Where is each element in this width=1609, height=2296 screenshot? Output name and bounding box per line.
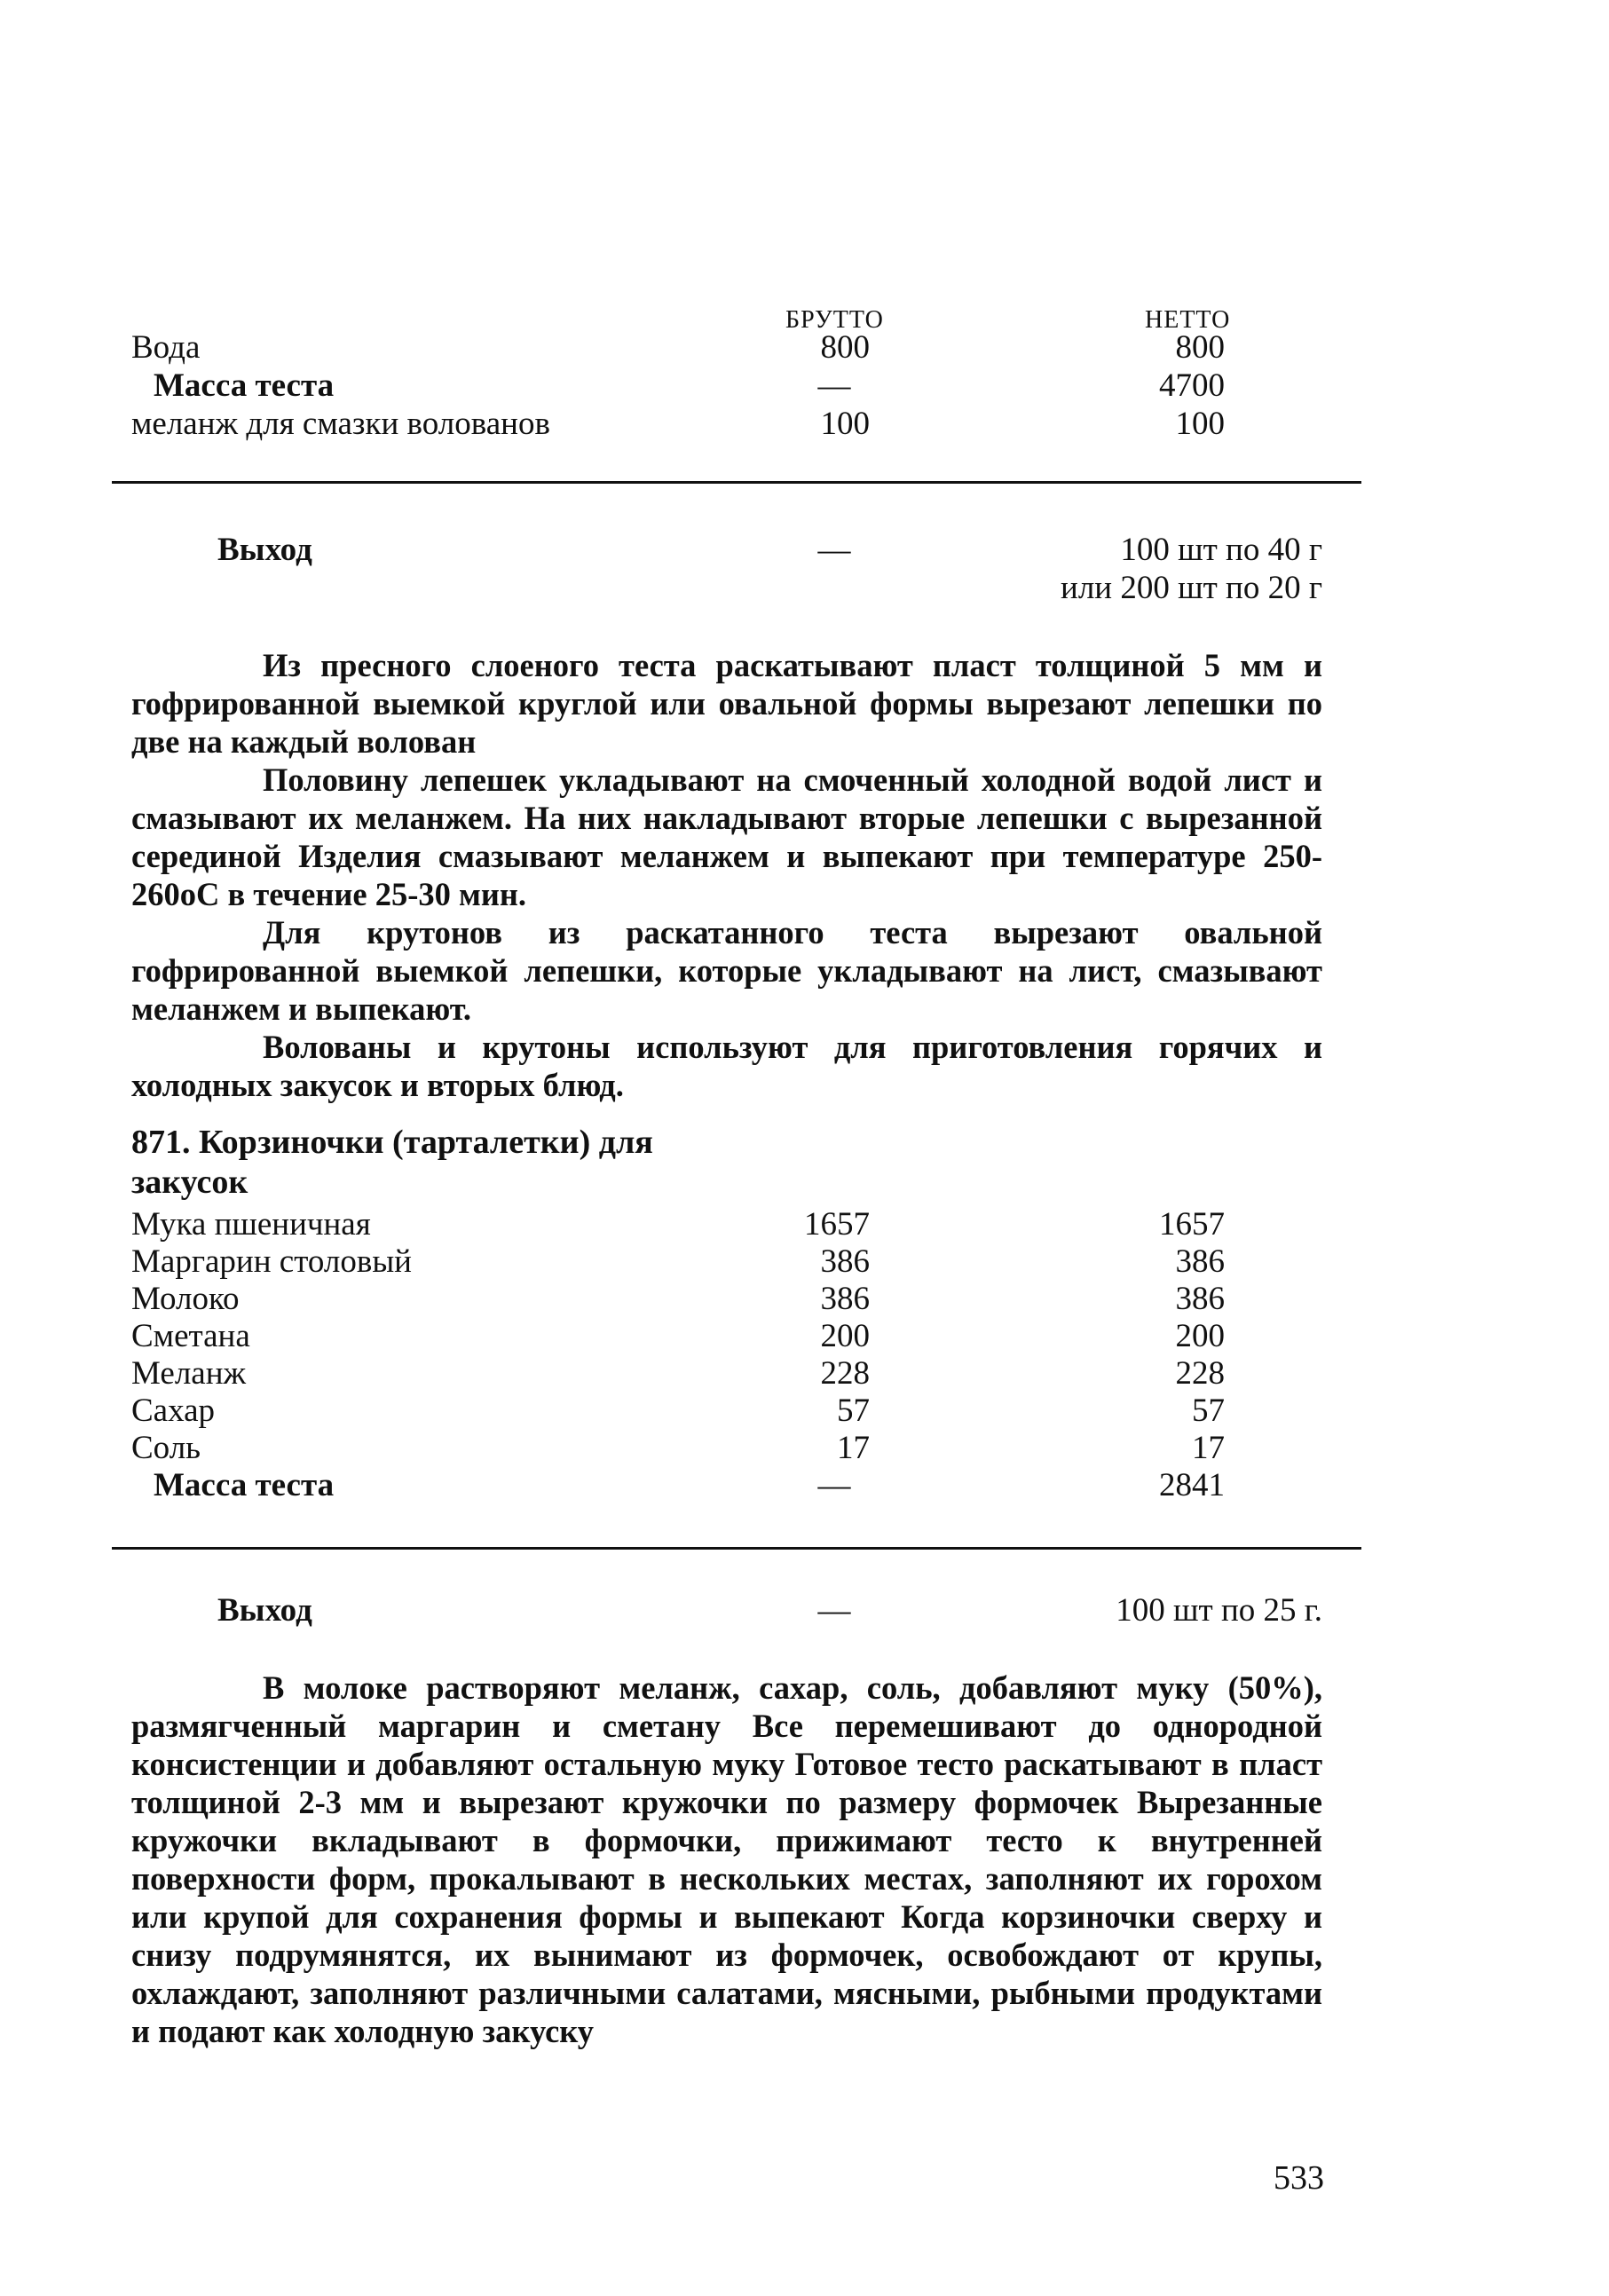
- yield-label: Выход: [217, 532, 312, 568]
- instruction-paragraph: В молоке растворяют меланж, сахар, соль, добавляют муку (50%), размягченный маргарин и сметану Все перемешивают до однородной консистенции и добавляют остальную муку Готовое тесто раскатывают в пласт толщиной 2-3 мм и вырезают кружочки по размеру формочек Вырезанные кружочки вкладывают в формочки, прижимают тесто к внутренней поверхности форм, прокалывают в нескольких местах, заполняют их горохом или крупой для сохранения формы и выпекают Когда корзиночки сверху и снизу подрумянятся, их вынимают из формочек, освобождают от крупы, охлаждают, заполняют различными салатами, мясными, рыбными продуктами и подают как холодную закуску: [131, 1669, 1322, 2049]
- ingredient-name: меланж для смазки волованов: [131, 406, 550, 442]
- table-row: [0, 1317, 1609, 1356]
- table-row: [0, 405, 1609, 444]
- table-row: [0, 367, 1609, 406]
- ingredient-name: Маргарин столовый: [131, 1243, 412, 1280]
- brutto-value: —: [817, 367, 851, 404]
- netto-value: 2841: [1159, 1467, 1225, 1503]
- table-row: [0, 1205, 1609, 1244]
- ingredient-name: Сахар: [131, 1393, 216, 1429]
- brutto-value: 17: [837, 1430, 870, 1466]
- brutto-value: 1657: [804, 1206, 870, 1243]
- yield-brutto: —: [817, 532, 851, 568]
- table-row: [0, 328, 1609, 367]
- brutto-value: 228: [820, 1355, 870, 1392]
- instruction-paragraph: Из пресного слоеного теста раскатывают пласт толщиной 5 мм и гофрированной выемкой круглой или овальной формы вырезают лепешки по две на каждый волован: [131, 647, 1322, 760]
- netto-value: 57: [1192, 1393, 1225, 1429]
- ingredient-name: Вода: [131, 329, 201, 366]
- netto-value: 200: [1175, 1318, 1225, 1354]
- yield-value: 100 шт по 25 г.: [1116, 1592, 1322, 1629]
- page-number: 533: [1274, 2159, 1324, 2197]
- netto-value: 228: [1175, 1355, 1225, 1392]
- instruction-paragraph: Для крутонов из раскатанного теста вырезают овальной гофрированной выемкой лепешки, которые укладывают на лист, смазывают меланжем и выпекают.: [131, 914, 1322, 1027]
- netto-value: 386: [1175, 1243, 1225, 1280]
- brutto-value: 386: [820, 1281, 870, 1317]
- netto-value: 17: [1192, 1430, 1225, 1466]
- netto-column-header: НЕТТО: [1145, 306, 1231, 334]
- ingredient-name: Масса теста: [154, 1467, 335, 1503]
- table-row: [0, 1280, 1609, 1319]
- brutto-value: 100: [820, 406, 870, 442]
- table-row: [0, 1392, 1609, 1431]
- yield-value-alt: или 200 шт по 20 г: [1061, 570, 1322, 606]
- ingredient-name: Меланж: [131, 1355, 247, 1392]
- instruction-paragraph: Волованы и крутоны используют для приготовления горячих и холодных закусок и вторых блюд.: [131, 1029, 1322, 1103]
- ingredient-name: Мука пшеничная: [131, 1206, 371, 1243]
- brutto-value: 57: [837, 1393, 870, 1429]
- netto-value: 386: [1175, 1281, 1225, 1317]
- netto-value: 1657: [1159, 1206, 1225, 1243]
- yield-value: 100 шт по 40 г: [1120, 532, 1322, 568]
- netto-value: 4700: [1159, 367, 1225, 404]
- ingredient-name: Молоко: [131, 1281, 240, 1317]
- table-row: [0, 1243, 1609, 1282]
- ingredient-name: Масса теста: [154, 367, 335, 404]
- brutto-value: 200: [820, 1318, 870, 1354]
- table-row: [0, 1429, 1609, 1468]
- instruction-paragraph: Половину лепешек укладывают на смоченный холодной водой лист и смазывают их меланжем. На них накладывают вторые лепешки с вырезанной серединой Изделия смазывают меланжем и выпекают при температуре 250-260оС в течение 25-30 мин.: [131, 761, 1322, 912]
- table-divider: [112, 481, 1361, 484]
- netto-value: 100: [1175, 406, 1225, 442]
- yield-brutto: —: [817, 1592, 851, 1629]
- ingredient-name: Соль: [131, 1430, 201, 1466]
- brutto-column-header: БРУТТО: [785, 306, 884, 334]
- yield-label: Выход: [217, 1592, 312, 1629]
- brutto-value: 800: [820, 329, 870, 366]
- brutto-value: 386: [820, 1243, 870, 1280]
- table-row: [0, 1466, 1609, 1505]
- table-row: [0, 1354, 1609, 1393]
- ingredient-name: Сметана: [131, 1318, 250, 1354]
- table-divider: [112, 1547, 1361, 1550]
- recipe-title: 871. Корзиночки (тарталетки) для закусок: [131, 1124, 653, 1201]
- brutto-value: —: [817, 1467, 851, 1503]
- netto-value: 800: [1175, 329, 1225, 366]
